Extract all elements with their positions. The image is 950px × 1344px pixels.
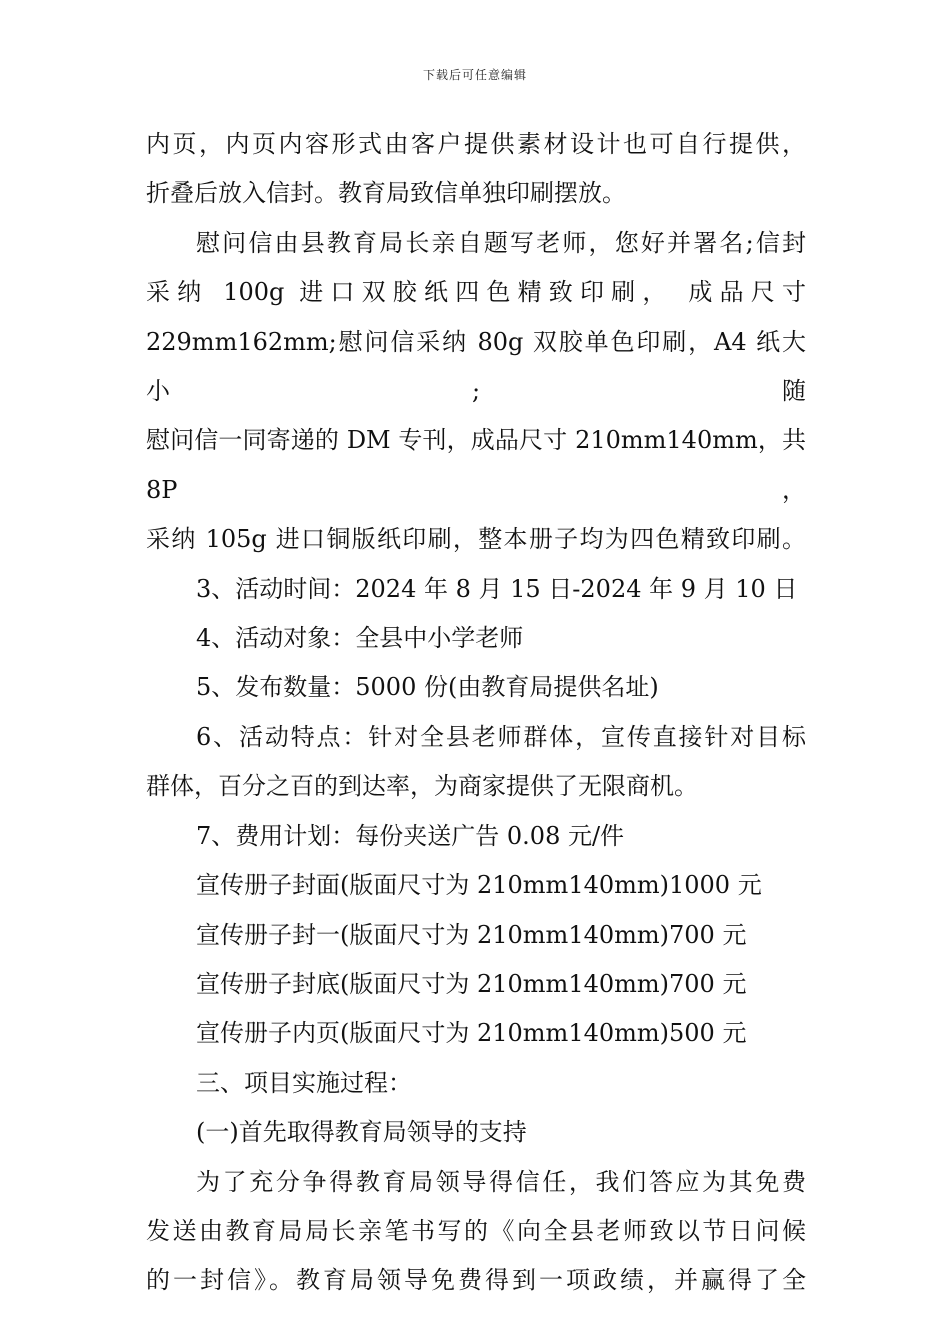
paragraph-line: 采纳 100g 进口双胶纸四色精致印刷， 成品尺寸: [146, 278, 806, 307]
paragraph-line: 折叠后放入信封。教育局致信单独印刷摆放。: [146, 179, 626, 208]
paragraph-line: 4、活动对象：全县中小学老师: [196, 624, 524, 653]
paragraph-line: 5、发布数量：5000 份(由教育局提供名址): [196, 673, 659, 702]
paragraph-line: 三、项目实施过程：: [196, 1068, 412, 1097]
paragraph-line: 宣传册子封一(版面尺寸为 210mm140mm)700 元: [196, 920, 747, 949]
paragraph-line: 群体，百分之百的到达率，为商家提供了无限商机。: [146, 772, 698, 801]
paragraph-line: 采纳 105g 进口铜版纸印刷，整本册子均为四色精致印刷。: [146, 525, 806, 554]
paragraph-line: 为了充分争得教育局领导得信任，我们答应为其免费: [196, 1167, 806, 1196]
paragraph-line: 的一封信》。教育局领导免费得到一项政绩，并赢得了全: [146, 1266, 806, 1295]
document-body: [146, 120, 806, 1306]
paragraph-line: 内页，内页内容形式由客户提供素材设计也可自行提供，: [146, 130, 806, 158]
paragraph-line: 7、费用计划：每份夹送广告 0.08 元/件: [196, 821, 625, 850]
paragraph-line: 宣传册子封底(版面尺寸为 210mm140mm)700 元: [196, 969, 747, 998]
paragraph-line: 慰问信一同寄递的 DM 专刊，成品尺寸 210mm140mm，共 8P，: [146, 426, 806, 504]
paragraph-line: 慰问信由县教育局长亲自题写老师，您好并署名;信封: [196, 228, 806, 257]
paragraph-line: 229mm162mm;慰问信采纳 80g 双胶单色印刷，A4 纸大小;随: [146, 327, 806, 406]
paragraph-line: 宣传册子封面(版面尺寸为 210mm140mm)1000 元: [196, 871, 762, 900]
paragraph-line: 6、活动特点：针对全县老师群体，宣传直接针对目标: [196, 722, 806, 751]
paragraph-line: 3、活动时间：2024 年 8 月 15 日-2024 年 9 月 10 日: [196, 574, 798, 603]
paragraph-line: (一)首先取得教育局领导的支持: [196, 1118, 527, 1147]
paragraph-line: 宣传册子内页(版面尺寸为 210mm140mm)500 元: [196, 1019, 747, 1048]
paragraph-line: 发送由教育局局长亲笔书写的《向全县老师致以节日问候: [146, 1216, 806, 1245]
page-header: 下载后可任意编辑: [422, 68, 527, 82]
